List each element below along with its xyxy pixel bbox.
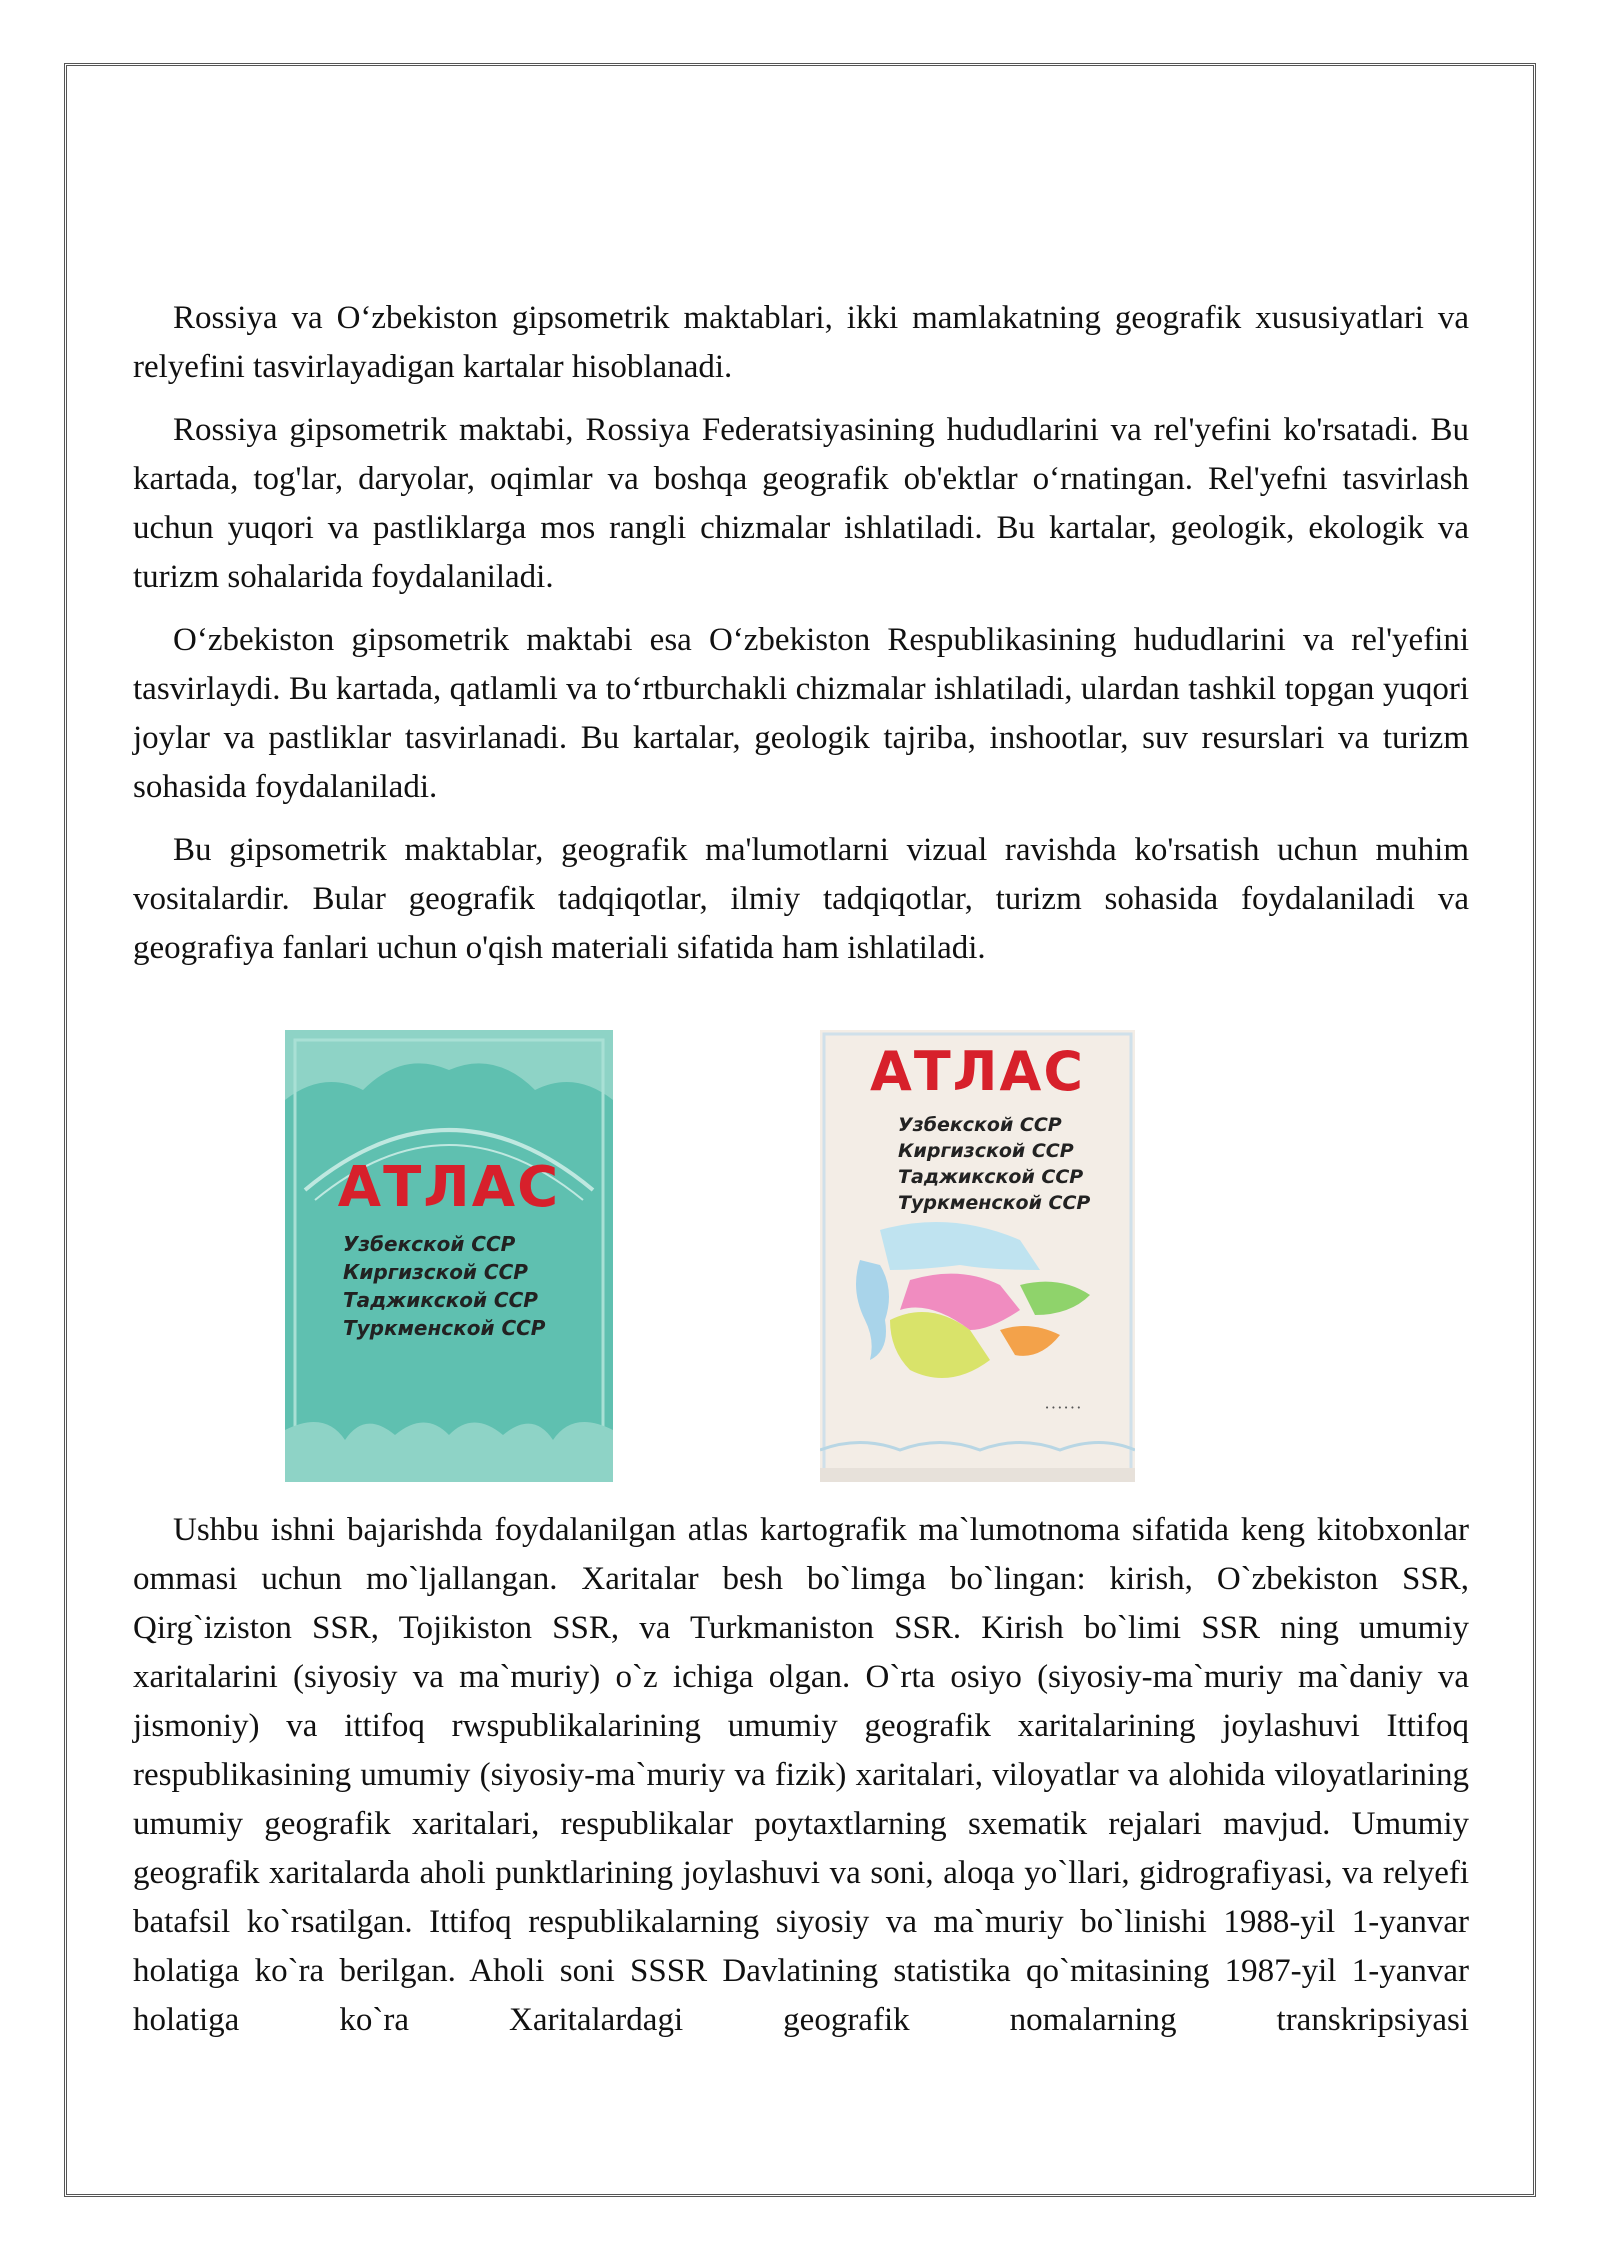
text-lower — [133, 1506, 1469, 2059]
cover2-line-1: Узбекской ССР — [898, 1114, 1062, 1136]
cover1-line-1: Узбекской ССР — [343, 1232, 516, 1256]
cover2-line-4: Туркменской ССР — [898, 1192, 1091, 1214]
atlas-cover-map-image — [820, 1030, 1135, 1482]
cover2-title: АТЛАС — [870, 1040, 1085, 1103]
cover2-line-3: Таджикской ССР — [898, 1166, 1084, 1188]
paragraph-3: O‘zbekiston gipsometrik maktabi esa O‘zbekiston Respublikasining hududlarini va rel'yefini tasvirlaydi. Bu kartada, qatlamli va to‘rtburchakli chizmalar ishlatiladi, ulardan tashkil topgan yuqori joylar va pastliklar tasvirlanadi. Bu kartalar, geologik tajriba, inshootlar, suv resurslari va turizm sohasida foydalaniladi. — [133, 622, 1469, 805]
cover1-line-2: Киргизской ССР — [343, 1260, 528, 1284]
cover1-title: АТЛАС — [337, 1155, 561, 1220]
svg-text:• • • • • •: • • • • • • — [1045, 1404, 1081, 1412]
cover2-line-2: Киргизской ССР — [898, 1140, 1074, 1162]
cover1-line-4: Туркменской ССР — [343, 1316, 546, 1340]
paragraph-1: Rossiya va O‘zbekiston gipsometrik maktablari, ikki mamlakatning geografik xususiyatlari va relyefini tasvirlayadigan kartalar hisoblanadi. — [133, 300, 1469, 385]
paragraph-4: Bu gipsometrik maktablar, geografik ma'lumotlarni vizual ravishda ko'rsatish uchun muhim vositalardir. Bular geografik tadqiqotlar, ilmiy tadqiqotlar, turizm sohasida foydalaniladi va geografiya fanlari uchun o'qish materiali sifatida ham ishlatiladi. — [133, 832, 1469, 966]
text-upper — [133, 294, 1469, 987]
atlas-cover-teal-image — [285, 1030, 613, 1482]
cover1-line-3: Таджикской ССР — [343, 1288, 538, 1312]
paragraph-5: Ushbu ishni bajarishda foydalanilgan atlas kartografik ma`lumotnoma sifatida keng kitobxonlar ommasi uchun mo`ljallangan. Xaritalar besh bo`limga bo`lingan: kirish, O`zbekiston SSR, Qirg`iziston SSR, Tojikiston SSR, va Turkmaniston SSR. Kirish bo`limi SSR ning umumiy xaritalarini (siyosiy va ma`muriy) o`z ichiga olgan. O`rta osiyo (siyosiy-ma`muriy ma`daniy va jismoniy) va ittifoq rwspublikalarining umumiy geografik xaritalarining joylashuvi Ittifoq respublikasining umumiy (siyosiy-ma`muriy va fizik) xaritalari, viloyatlar va alohida viloyatlarining umumiy geografik xaritalari, respublikalar poytaxtlarning sxematik rejalari mavjud. Umumiy geografik xaritalarda aholi punktlarining joylashuvi va soni, aloqa yo`llari, gidrografiyasi, va relyefi batafsil ko`rsatilgan. Ittifoq respublikalarning siyosiy va ma`muriy bo`linishi 1988-yil 1-yanvar holatiga ko`ra berilgan. Aholi soni SSSR Davlatining statistika qo`mitasining 1987-yil 1-yanvar holatiga ko`ra Xaritalardagi geografik nomalarning transkripsiyasi — [133, 1512, 1469, 2038]
paragraph-2: Rossiya gipsometrik maktabi, Rossiya Federatsiyasining hududlarini va rel'yefini ko'rsatadi. Bu kartada, tog'lar, daryolar, oqimlar va boshqa geografik ob'ektlar o‘rnatingan. Rel'yefni tasvirlash uchun yuqori va pastliklarga mos rangli chizmalar ishlatiladi. Bu kartalar, geologik, ekologik va turizm sohalarida foydalaniladi. — [133, 412, 1469, 595]
